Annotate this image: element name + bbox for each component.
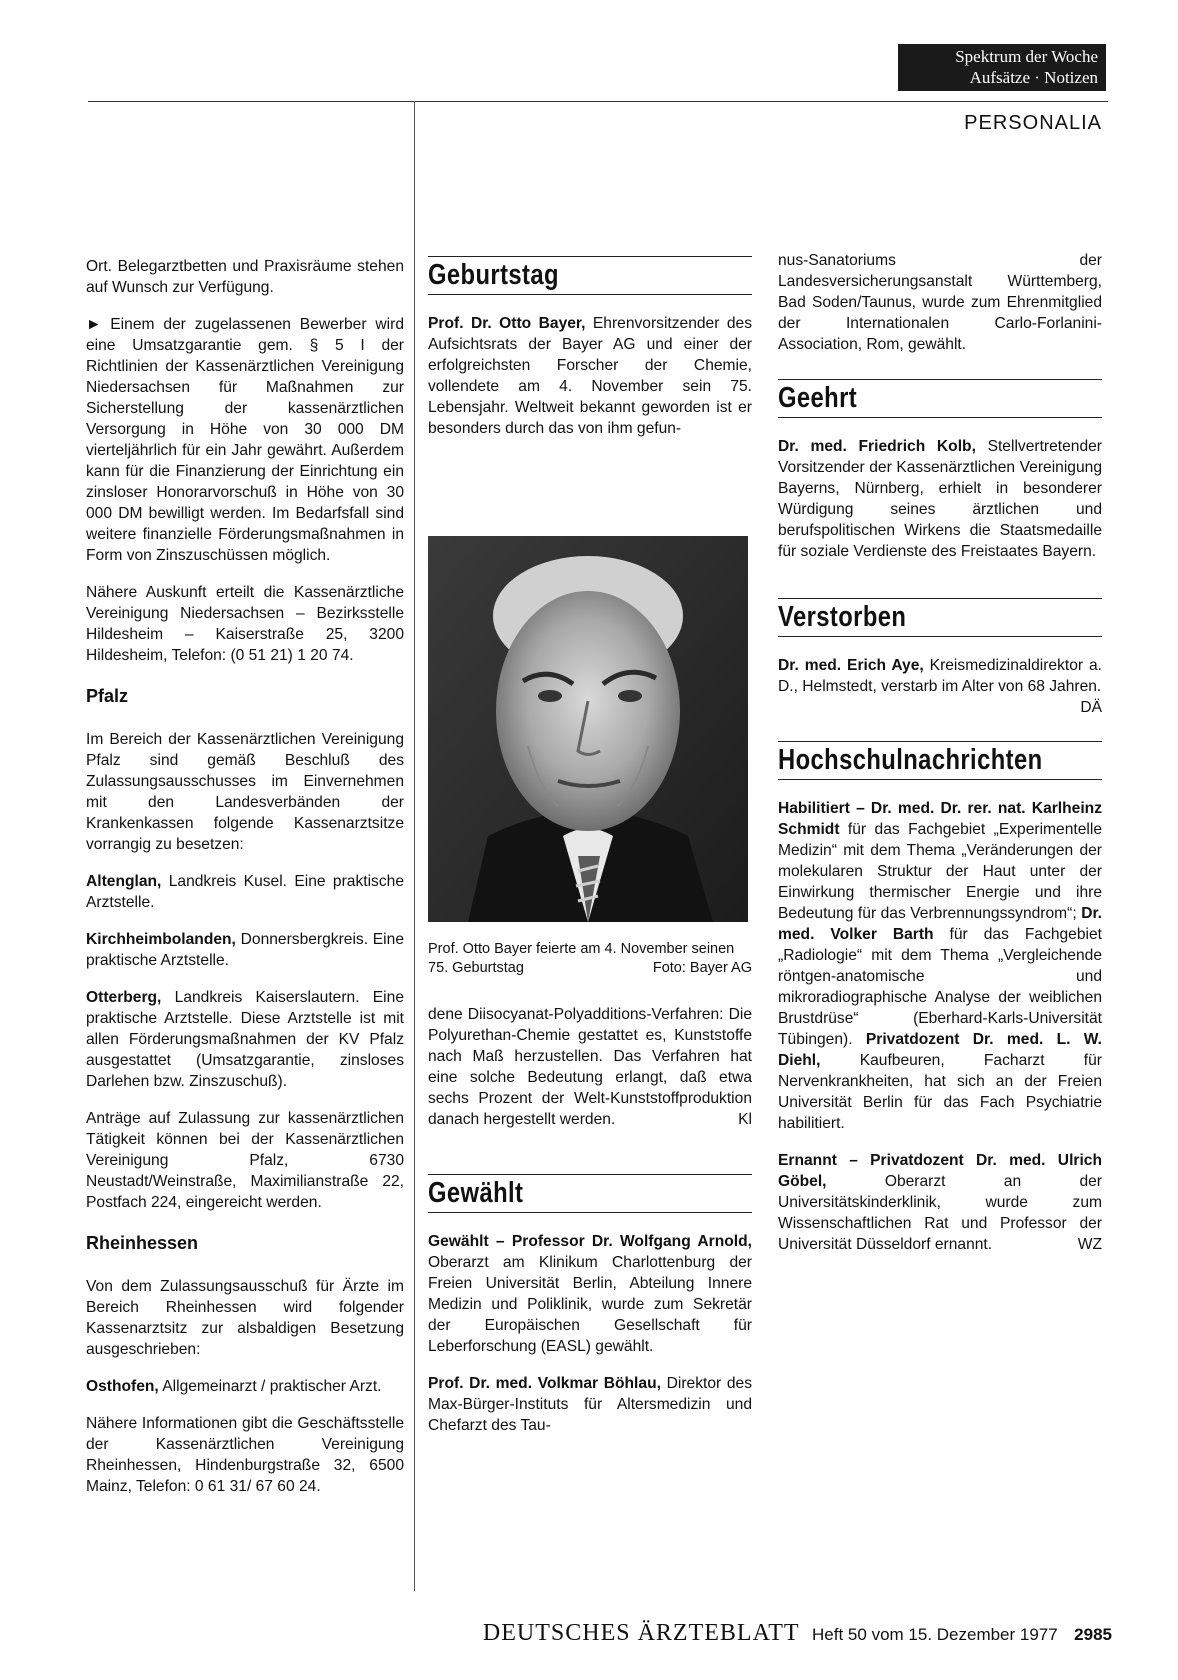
- listing-altenglan: Altenglan, Landkreis Kusel. Eine praktische Arztstelle.: [86, 873, 404, 911]
- article-arnold: Gewählt – Professor Dr. Wolfgang Arnold, Oberarzt am Klinikum Charlottenburg der Freien Universität Berlin, Abteilung Innere Medizin und Poliklinik, wurde zum Sekretär der Europäischen Gesellschaft für Leberforschung (EASL) gewählt.: [428, 1233, 752, 1355]
- paragraph: Nähere Auskunft erteilt die Kassenärztliche Vereinigung Niedersachsen – Bezirksstelle Hildesheim – Kaiserstraße 25, 3200 Hildesheim, Telefon: (0 51 21) 1 20 74.: [86, 584, 404, 664]
- page-footer: [0, 1620, 1112, 1647]
- article-bayer: Prof. Dr. Otto Bayer, Ehrenvorsitzender des Aufsichtsrats der Bayer AG und einer der erfolgreichsten Forscher der Chemie, vollendete am 4. November sein 75. Lebensjahr. Weltweit bekannt geworden ist er besonders durch das von ihm gefun-: [428, 315, 752, 437]
- article-habilitiert: Habilitiert – Dr. med. Dr. rer. nat. Karlheinz Schmidt für das Fachgebiet „Experimentelle Medizin“ mit dem Thema „Veränderungen der molekularen Struktur der Haut unter der Einwirkung thermischer Energie und ihre Bedeutung für das Verbrennungssyndrom“; Dr. med. Volker Barth für das Fachgebiet „Radiologie“ mit dem Thema „Vergleichende röntgen-anatomische und mikroradiographische Analyse der weiblichen Brustdrüse“ (Eberhard-Karls-Universität Tübingen). Privatdozent Dr. med. L. W. Diehl, Kaufbeuren, Facharzt für Nervenkrankheiten, hat sich an der Freien Universität Berlin für das Fach Psychiatrie habilitiert.: [778, 800, 1102, 1132]
- magazine-name: DEUTSCHES ÄRZTEBLATT: [482, 1620, 800, 1646]
- column-2-bottom: [428, 1004, 752, 1452]
- top-rule: [88, 101, 1108, 102]
- heading-hochschulnachrichten: Hochschulnachrichten: [778, 744, 1043, 776]
- heading-block-verstorben: [778, 598, 1102, 637]
- portrait-image: [428, 536, 748, 922]
- paragraph: Ort. Belegarztbetten und Praxisräume stehen auf Wunsch zur Verfügung.: [86, 258, 404, 296]
- column-2-top: [428, 256, 752, 455]
- paragraph: Von dem Zulassungsausschuß für Ärzte im Bereich Rheinhessen wird folgender Kassenarztsitz zur alsbaldigen Besetzung ausgeschrieben:: [86, 1278, 404, 1358]
- article-aye: Dr. med. Erich Aye, Kreismedizinaldirektor a. D., Helmstedt, verstarb im Alter von 68 Jahren. DÄ: [778, 657, 1102, 716]
- paragraph: Anträge auf Zulassung zur kassenärztlichen Tätigkeit können bei der Kassenärztlichen Vereinigung Pfalz, 6730 Neustadt/Weinstraße, Maximilianstraße 22, Postfach 224, eingereicht werden.: [86, 1110, 404, 1211]
- article-boehlau: Prof. Dr. med. Volkmar Böhlau, Direktor des Max-Bürger-Instituts für Altersmedizin und Chefarzt des Tau-: [428, 1375, 752, 1434]
- portrait-photo: [428, 536, 748, 922]
- paragraph: ► Einem der zugelassenen Bewerber wird eine Umsatzgarantie gem. § 5 I der Richtlinien der Kassenärztlichen Vereinigung Niedersachsen für Maßnahmen zur Sicherstellung der kassenärztlichen Versorgung in Höhe von 30 000 DM vierteljährlich für ein Jahr gewährt. Außerdem kann für die Finanzierung der Einrichtung ein zinsloser Honorarvorschuß in Höhe von 30 000 DM bewilligt werden. Im Bedarfsfall sind weitere finanzielle Förderungsmaßnahmen in Form von Zinszuschüssen möglich.: [86, 316, 404, 564]
- column-3: [778, 250, 1102, 1271]
- caption-text: Prof. Otto Bayer feierte am 4. November seinen 75. Geburtstag: [428, 941, 735, 976]
- article-kolb: Dr. med. Friedrich Kolb, Stellvertretender Vorsitzender der Kassenärztlichen Vereinigung Bayerns, Nürnberg, erhielt in besonderer Würdigung seines ärztlichen und berufspolitischen Wirkens die Staatsmedaille für soziale Verdienste des Freistaates Bayern.: [778, 438, 1102, 560]
- heading-block-hochschulnachrichten: [778, 741, 1102, 780]
- listing-otterberg: Otterberg, Landkreis Kaiserslautern. Eine praktische Arztstelle. Diese Arztstelle ist mit allen Förderungsmaßnahmen der KV Pfalz ausgestattet (Umsatzgarantie, zinsloses Darlehen bzw. Zinszuschuß).: [86, 989, 404, 1090]
- article-ernannt: Ernannt – Privatdozent Dr. med. Ulrich Göbel, Oberarzt an der Universitätskinderklinik, wurde zum Wissenschaftlichen Rat und Professor der Universität Düsseldorf ernannt. WZ: [778, 1152, 1102, 1253]
- heading-verstorben: Verstorben: [778, 601, 907, 633]
- photo-credit: Foto: Bayer AG: [652, 960, 752, 976]
- heading-block-geburtstag: [428, 256, 752, 295]
- column-1: [86, 256, 404, 1513]
- photo-caption: [428, 940, 752, 978]
- heading-geehrt: Geehrt: [778, 382, 858, 414]
- heading-gewaehlt: Gewählt: [428, 1177, 524, 1209]
- paragraph: Im Bereich der Kassenärztlichen Vereinigung Pfalz sind gemäß Beschluß des Zulassungsausschusses im Einvernehmen mit den Landesverbänden der Krankenkassen folgende Kassenarztsitze vorrangig zu besetzen:: [86, 731, 404, 853]
- author-sig: DÄ: [1080, 699, 1102, 716]
- heading-block-geehrt: [778, 379, 1102, 418]
- author-sig: Kl: [738, 1111, 752, 1128]
- subheading-pfalz: Pfalz: [86, 686, 129, 706]
- heading-block-gewaehlt: [428, 1174, 752, 1213]
- section-badge: [898, 44, 1106, 91]
- author-sig: WZ: [1077, 1236, 1102, 1253]
- page-number: 2985: [1074, 1625, 1112, 1644]
- badge-line-1: Spektrum der Woche: [955, 47, 1098, 66]
- listing-osthofen: Osthofen, Allgemeinarzt / praktischer Arzt.: [86, 1378, 382, 1395]
- badge-line-2: Aufsätze · Notizen: [969, 68, 1098, 87]
- section-label: PERSONALIA: [964, 112, 1102, 134]
- article-boehlau-continued: nus-Sanatoriums der Landesversicherungsanstalt Württemberg, Bad Soden/Taunus, wurde zum Ehrenmitglied der Internationalen Carlo-Forlanini-Association, Rom, gewählt.: [778, 252, 1102, 353]
- column-divider-left: [414, 101, 415, 1591]
- article-bayer-continued: dene Diisocyanat-Polyadditions-Verfahren: Die Polyurethan-Chemie gestattet es, Kunststoffe nach Maß herzustellen. Das Verfahren hat eine solche Bedeutung erlangt, daß etwa sechs Prozent der Welt-Kunststoffproduktion danach hergestellt werden. Kl: [428, 1006, 752, 1128]
- issue-info: Heft 50 vom 15. Dezember 1977: [812, 1625, 1058, 1644]
- heading-geburtstag: Geburtstag: [428, 259, 559, 291]
- subheading-rheinhessen: Rheinhessen: [86, 1233, 199, 1253]
- paragraph: Nähere Informationen gibt die Geschäftsstelle der Kassenärztlichen Vereinigung Rheinhessen, Hindenburgstraße 32, 6500 Mainz, Telefon: 0 61 31/ 67 60 24.: [86, 1415, 404, 1495]
- listing-kirchheimbolanden: Kirchheimbolanden, Donnersbergkreis. Eine praktische Arztstelle.: [86, 931, 404, 969]
